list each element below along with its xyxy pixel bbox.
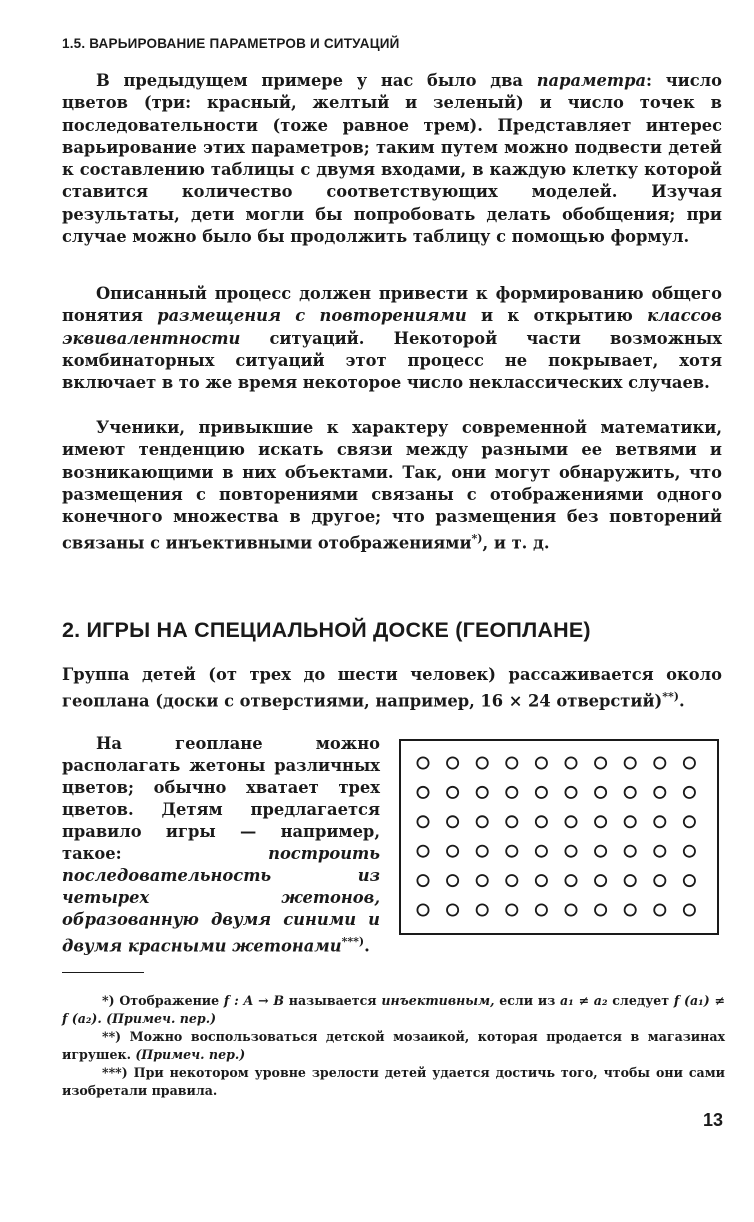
footnote-ref: **) [662, 690, 679, 704]
geoplane-hole [654, 816, 665, 827]
geoplane-hole [684, 757, 695, 768]
geoplane-hole [506, 846, 517, 857]
math-run: a₁ ≠ a₂ [560, 993, 608, 1008]
geoplane-hole [447, 846, 458, 857]
paragraph-geoplane-rule [62, 733, 380, 957]
text-run: , и т. д. [482, 533, 550, 553]
geoplane-hole [447, 904, 458, 915]
geoplane-figure [399, 739, 719, 935]
geoplane-hole [477, 787, 488, 798]
italic-term: классов эквивалентности [62, 306, 722, 348]
footnote-ref: ***) [341, 935, 365, 948]
geoplane-hole [536, 875, 547, 886]
geoplane-hole [625, 816, 636, 827]
geoplane-hole [625, 904, 636, 915]
text-run: На геоплане можно располагать жетоны различных цветов; обычно хватает трех цветов. Детям предлагается правило игры — например, такое: [62, 734, 380, 863]
italic-rule: построить последовательность из четырех жетонов, образованную двумя синими и двумя красными жетонами [62, 844, 380, 956]
geoplane-hole [417, 904, 428, 915]
geoplane-hole [625, 757, 636, 768]
geoplane-hole [417, 875, 428, 886]
italic-term: инъективным, [381, 993, 495, 1008]
paragraph-process [62, 283, 722, 394]
text-run: Ученики, привыкшие к характеру современной математики, имеют тенденцию искать связи между разными ее ветвями и возникающими в них объектами. Так, они могут обнаружить, что размещения с повторениями связаны с отображениями одного конечного множества в другое; что размещения без повторений связаны с инъективными отображениями [62, 418, 722, 553]
geoplane-hole [565, 787, 576, 798]
footnote-2 [62, 1028, 725, 1064]
geoplane-hole [654, 904, 665, 915]
text-run: называется [284, 993, 382, 1008]
footnote-mark: **) [102, 1029, 130, 1044]
geoplane-hole [565, 875, 576, 886]
geoplane-hole [506, 787, 517, 798]
geoplane-hole [684, 816, 695, 827]
text-run: Отображение [119, 993, 224, 1008]
translator-note: (Примеч. пер.) [135, 1047, 246, 1062]
geoplane-hole [595, 846, 606, 857]
geoplane-holes [401, 741, 717, 933]
geoplane-hole [625, 787, 636, 798]
paragraph-group [62, 664, 722, 713]
geoplane-hole [447, 787, 458, 798]
text-run: следует [607, 993, 674, 1008]
text-run: и к открытию [466, 306, 648, 326]
geoplane-hole [684, 904, 695, 915]
text-run: если из [494, 993, 561, 1008]
geoplane-hole [565, 846, 576, 857]
footnote-mark: *) [102, 993, 120, 1008]
geoplane-hole [565, 816, 576, 827]
geoplane-hole [654, 875, 665, 886]
geoplane-hole [595, 757, 606, 768]
translator-note: (Примеч. пер.) [101, 1011, 217, 1026]
footnote-ref: *) [471, 532, 483, 546]
page-number: 13 [703, 1110, 724, 1130]
geoplane-hole [536, 846, 547, 857]
text-run: В предыдущем примере у нас было два [96, 71, 537, 90]
paragraph-parameters [62, 70, 722, 248]
geoplane-hole [684, 846, 695, 857]
text-run: Группа детей (от трех до шести человек) рассаживается около геоплана (доски с отверстиями, например, 16 × 24 отверстий) [62, 665, 722, 711]
geoplane-hole [506, 875, 517, 886]
text-run: При некотором уровне зрелости детей удается достичь того, чтобы они сами изобретали правила. [62, 1065, 725, 1098]
geoplane-hole [417, 846, 428, 857]
footnote-rule [62, 972, 144, 973]
geoplane-hole [506, 757, 517, 768]
geoplane-hole [565, 757, 576, 768]
text-run: . [364, 936, 370, 956]
geoplane-hole [595, 787, 606, 798]
footnote-1 [62, 992, 725, 1028]
footnote-3 [62, 1064, 725, 1100]
text-run: : число цветов (три: красный, желтый и зеленый) и число точек в последовательности (тоже равное трем). Представляет интерес варьирование этих параметров; таким путем можно подвести детей к составлению таблицы с двумя входами, в каждую клетку которой ставится количество соответствующих моделей. Изучая результаты, дети могли бы попробовать делать обобщения; при случае можно было бы продолжить таблицу с помощью формул. [62, 71, 722, 247]
geoplane-hole [654, 757, 665, 768]
geoplane-hole [447, 875, 458, 886]
text-run: Описанный процесс должен привести к формированию общего понятия [62, 284, 722, 326]
geoplane-hole [477, 875, 488, 886]
geoplane-hole [654, 846, 665, 857]
geoplane-hole [536, 757, 547, 768]
geoplane-hole [417, 816, 428, 827]
math-run: f (a₁) ≠ f (a₂). [62, 993, 725, 1026]
geoplane-hole [595, 816, 606, 827]
geoplane-hole [417, 787, 428, 798]
geoplane-hole [447, 816, 458, 827]
geoplane-hole [625, 846, 636, 857]
geoplane-hole [654, 787, 665, 798]
geoplane-hole [477, 904, 488, 915]
running-head: 1.5. ВАРЬИРОВАНИЕ ПАРАМЕТРОВ И СИТУАЦИЙ [62, 36, 400, 51]
text-run: . [678, 691, 685, 711]
geoplane-hole [684, 787, 695, 798]
footnote-mark: ***) [102, 1065, 134, 1080]
italic-term: параметра [536, 71, 647, 90]
paragraph-students [62, 417, 722, 555]
geoplane-hole [477, 757, 488, 768]
section-title: 2. ИГРЫ НА СПЕЦИАЛЬНОЙ ДОСКЕ (ГЕОПЛАНЕ) [62, 618, 591, 642]
geoplane-hole [684, 875, 695, 886]
math-run: f : A → B [223, 993, 285, 1008]
geoplane-hole [477, 846, 488, 857]
geoplane-hole [447, 757, 458, 768]
geoplane-hole [565, 904, 576, 915]
geoplane-hole [506, 816, 517, 827]
geoplane-hole [417, 757, 428, 768]
geoplane-hole [595, 875, 606, 886]
geoplane-hole [625, 875, 636, 886]
geoplane-hole [477, 816, 488, 827]
italic-term: размещения с повторениями [157, 306, 467, 326]
text-run: ситуаций. Некоторой части возможных комбинаторных ситуаций этот процесс не покрывает, хотя включает в то же время некоторое число неклассических случаев. [62, 328, 722, 393]
geoplane-hole [595, 904, 606, 915]
geoplane-hole [536, 787, 547, 798]
geoplane-hole [506, 904, 517, 915]
geoplane-hole [536, 904, 547, 915]
text-run: Можно воспользоваться детской мозаикой, которая продается в магазинах игрушек. [62, 1029, 726, 1062]
geoplane-hole [536, 816, 547, 827]
